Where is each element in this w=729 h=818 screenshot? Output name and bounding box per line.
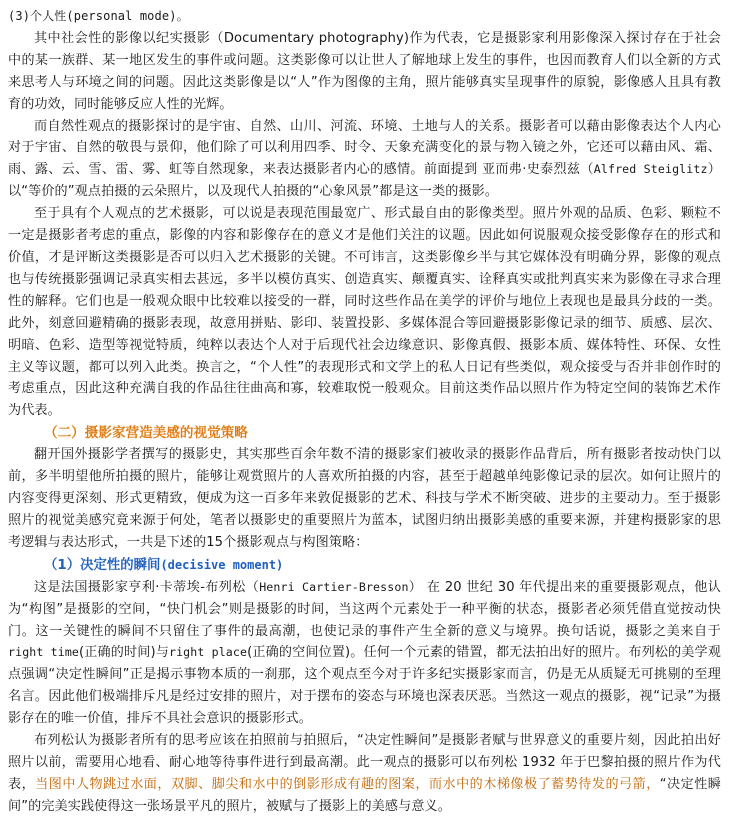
subheading-cn: （1）决定性的瞬间 xyxy=(44,557,161,573)
cb-text-a: 这是法国摄影家亨利·卡蒂埃-布列松（ xyxy=(34,579,260,595)
history-text: 翻开国外摄影学者撰写的摄影史，其实那些百余年数不清的摄影家们被收录的摄影作品背后，所有摄影者按动快门以前，多半明望他所拍摄的照片，能够让观赏照片的人喜欢所拍摄的内容，甚至于超越单纯影像记录的层次。如何让照片的内容变得更深刻、形式更精致，便成为这一百多年来敦促摄影的艺术、科技与学术不断突破、进步的主要动力。至于摄影照片的视觉美感究竟来源于何处，笔者以摄影史的重要照片为蓝本，试图归纳出摄影美感的重要来源，并建构摄影家的思考逻辑与表达形式，一共是下述的15个摄影观点与构图策略： xyxy=(8,447,721,550)
nature-text-b: ）以“等价的”观点拍摄的云朵照片，以及现代人拍摄的“心象风景”都是这一类的摄影。 xyxy=(8,162,721,200)
stieglitz-name: Alfred Steiglitz xyxy=(593,162,708,177)
cb-name-en: Henri Cartier-Bresson xyxy=(259,579,409,594)
cb-text-c: (正确的时间)与 xyxy=(79,645,169,661)
paragraph-bresson-1932 xyxy=(8,730,721,818)
section-heading-visual-strategy: （二）摄影家营造美感的视觉策略 xyxy=(44,425,248,442)
bresson-text-a: 布列松认为摄影者所有的思考应该在拍照前与拍照后，“决定性瞬间”是摄影者赋与世界意义的重要片刻，因此拍出好照片以前，需要用心地看、耐心地等待事件进行到最高潮。此一观点的摄影可以布列松 1932 年于巴黎拍摄的照片作为代表， xyxy=(8,733,721,792)
cb-text-d: (正确的空间位置)。任何一个元素的错置，都无法拍出好的照片。布列松的美学观点强调“决定性瞬间”正是揭示事物本质的一刹那，这个观点至今对于许多纪实摄影家而言，仍是无从质疑无可挑剔的至理名言。因此他们极端排斥凡是经过安排的照片，对于摆布的姿态与环境也深表厌恶。当然这一观点的摄影，视“记录”为摄影存在的唯一价值，排斥不具社会意识的摄影形式。 xyxy=(8,645,721,727)
personal-mode-text: (3)个人性(personal mode)。 xyxy=(8,9,189,23)
paragraph-personal-mode xyxy=(8,6,721,28)
nature-text-a: 而自然性观点的摄影探讨的是宇宙、自然、山川、河流、环境、土地与人的关系。摄影者可以藉由影像表达个人内心对于宇宙、自然的敬畏与景仰，他们除了可以利用四季、时令、天象充满变化的景与物入镜之外，它还可以藉由风、霜、雨、露、云、雪、雷、雾、虹等自然现象，来表达摄影者内心的感情。前面提到 亚而弗·史泰烈兹（ xyxy=(8,118,721,178)
bresson-text-b: “决定性瞬间”的完美实践使得这一张场景平凡的照片，被赋与了摄影上的美感与意义。 xyxy=(8,776,721,814)
subheading-decisive-moment xyxy=(8,554,721,577)
paragraph-history xyxy=(8,444,721,554)
cb-text-b: ） 在 20 世纪 30 年代提出来的重要摄影观点，他认为“构图”是摄影的空间，“快门机会”则是摄影的时间，当这两个元素处于一种平衡的状态，摄影者必须凭借直觉按动快门。这一关键性的瞬间不只留住了事件的最高潮，也使记录的事件产生全新的意义与境界。换句话说，摄影之美来自于 xyxy=(8,579,721,639)
documentary-text: 其中社会性的影像以纪实摄影（Documentary photography)作为代表，它是摄影家利用影像深入探讨存在于社会中的某一族群、某一地区发生的事件或问题。这类影像可以让世人了解地球上发生的事件，也因而教育人们以全新的方式来思考人与环境之间的问题。因此这类影像是以“人”作为图像的主角，照片能够真实呈现事件的原貌，影像感人且具有教育的功效，同时能够反应人性的光辉。 xyxy=(8,30,721,112)
right-place-en: right place xyxy=(168,645,248,660)
art-photography-text: 至于具有个人观点的艺术摄影，可以说是表现范围最宽广、形式最自由的影像类型。照片外观的品质、色彩、颗粒不一定是摄影者考虑的重点，影像的内容和影像存在的意义才是他们关注的议题。因此如何说服观众接受影像存在的形式和价值，才是评断这类摄影是否可以归入艺术摄影的关键。不可讳言，这类影像乡半与其它媒体没有明确分界，影像的观点也与传统摄影强调记录真实相去甚远，多半以模仿真实、创造真实、颠覆真实、诠释真实或批判真实来为影像在寻求合理性的解释。它们也是一般观众眼中比较难以接受的一群，同时这些作品在美学的评价与地位上表现也是最具分歧的一类。此外，刻意回避精确的摄影表现，故意用拼贴、影印、装置投影、多媒体混合等回避摄影影像记录的细节、质感、层次、明暗、色彩、造型等视觉特质，纯粹以表达个人对于后现代社会边缘意识、影像真假、摄影本质、媒体特性、环保、女性主义等议题，都可以列入此类。换言之，“个人性”的表现形式和文学上的私人日记有些类似，观众接受与否并非创作时的考虑重点，因此这种充满自我的作品往往曲高和寡，较难取悦一般观众。目前这类作品以照片作为特定空间的装饰艺术作为代表。 xyxy=(8,206,721,419)
paragraph-cartier-bresson xyxy=(8,577,721,730)
highlighted-description: 当图中人物跳过水面，双脚、脚尖和水中的倒影形成有趣的图案，而水中的木梯像极了蓄势待发的弓箭， xyxy=(35,776,660,792)
subheading-en: (decisive moment) xyxy=(160,557,284,572)
paragraph-nature xyxy=(8,116,721,204)
paragraph-art-photography xyxy=(8,203,721,422)
paragraph-documentary xyxy=(8,28,721,116)
right-time-en: right time xyxy=(8,645,80,660)
